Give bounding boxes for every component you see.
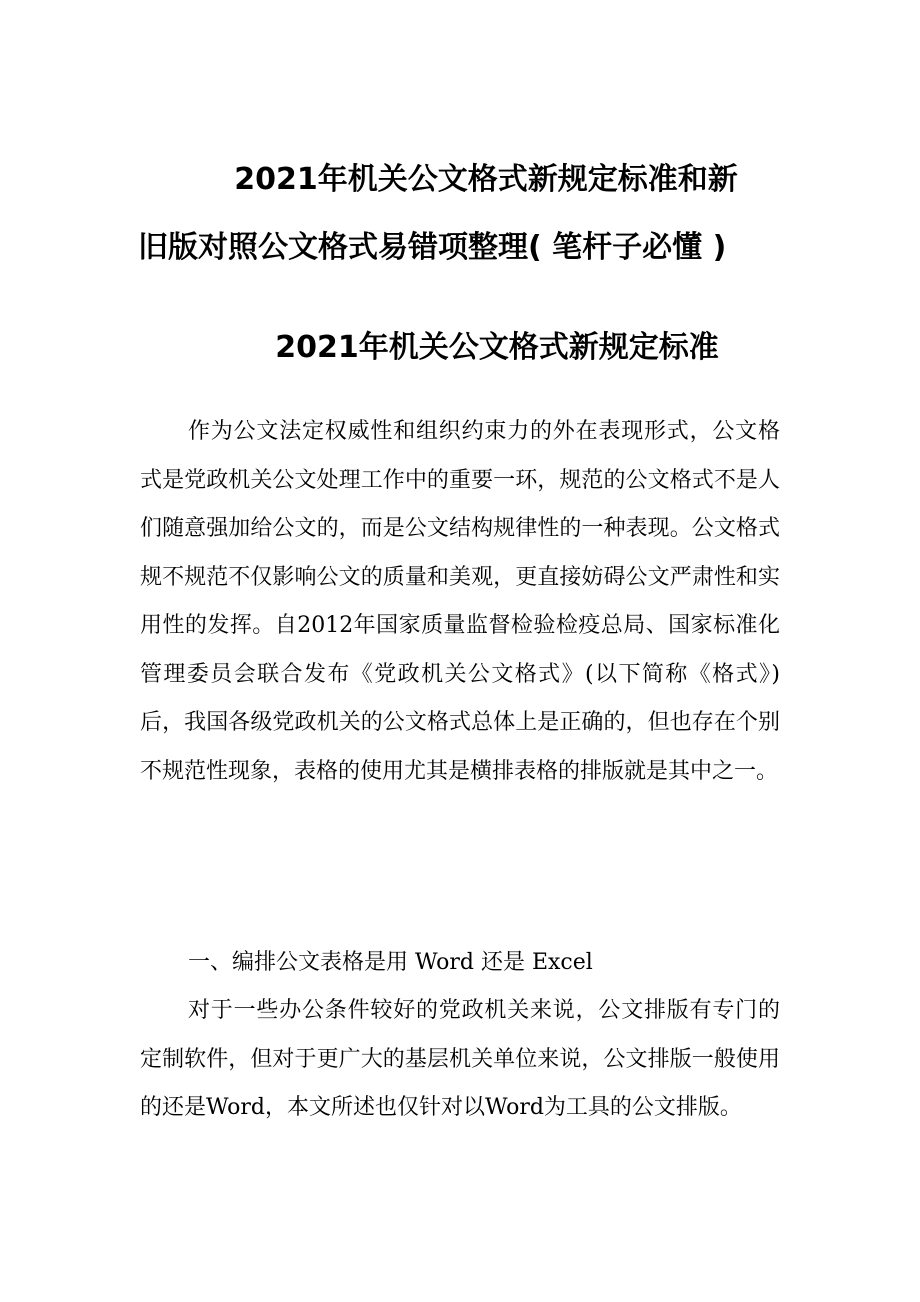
intro-paragraph: 作为公文法定权威性和组织约束力的外在表现形式，公文格式是党政机关公文处理工作中的重要一环，规范的公文格式不是人们随意强加给公文的，而是公文结构规律性的一种表现。公文格式规不规范不仅影响公文的质量和美观，更直接妨碍公文严肃性和实用性的发挥。自2012年国家质量监督检验检疫总局、国家标准化管理委员会联合发布《党政机关公文格式》(以下简称《格式》) 后，我国各级党政机关的公文格式总体上是正确的，但也存在个别不规范性现象，表格的使用尤其是横排表格的排版就是其中之一。	[140, 419, 780, 784]
document-title-line-2: 旧版对照公文格式易错项整理( 笔杆子必懂 )	[138, 230, 727, 265]
document-subtitle: 2021年机关公文格式新规定标准	[275, 330, 719, 365]
section-1-paragraph: 对于一些办公条件较好的党政机关来说，公文排版有专门的定制软件，但对于更广大的基层机关单位来说，公文排版一般使用的还是Word，本文所述也仅针对以Word为工具的公文排版。	[140, 998, 780, 1120]
document-title-line-1: 2021年机关公文格式新规定标准和新	[234, 162, 738, 197]
section-heading-1: 一、编排公文表格是用 Word 还是 Excel	[188, 950, 593, 975]
